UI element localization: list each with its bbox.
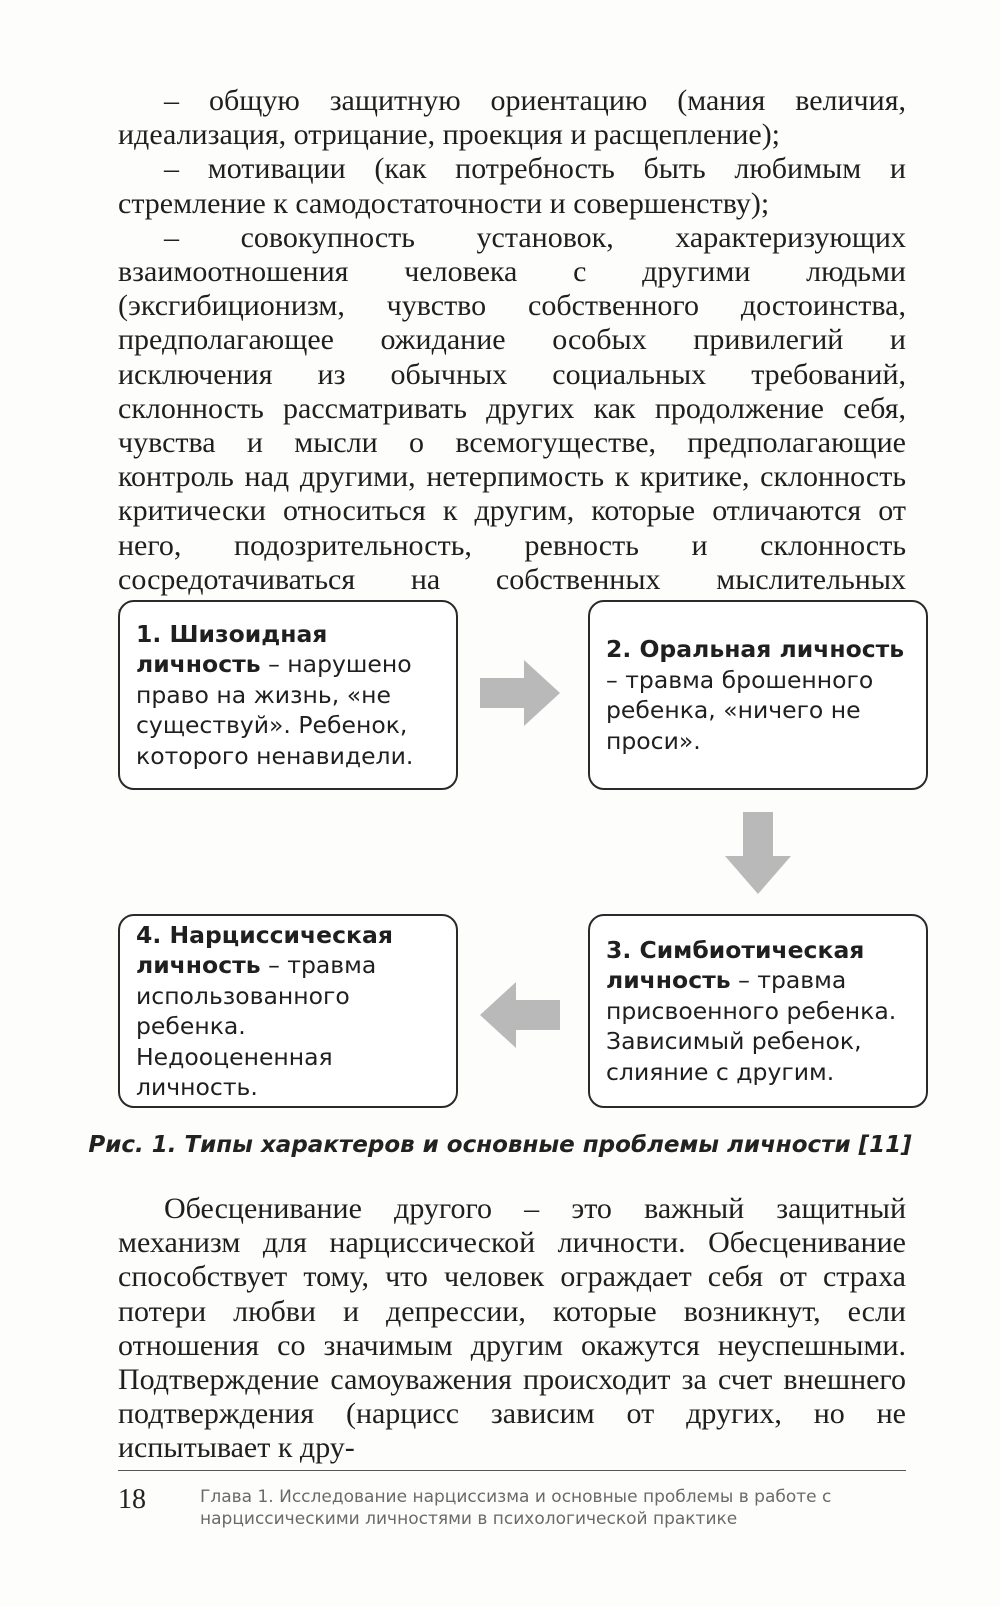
paragraph-motivations: – мотивации (как потребность быть любимым и стремление к самодостаточности и совершенству);	[118, 152, 906, 220]
body-text-bottom	[118, 1192, 906, 1466]
box-text: – травма брошенного ребенка, «ничего не проси».	[606, 665, 874, 755]
figure-caption: Рис. 1. Типы характеров и основные проблемы личности [11]	[88, 1132, 912, 1158]
diagram-box-symbiotic	[588, 914, 928, 1108]
box-text: – травма использованного ребенка. Недооцененная личность.	[136, 951, 377, 1101]
box-title: 1. Шизоидная личность	[136, 619, 328, 679]
diagram-box-schizoid	[118, 600, 458, 790]
page-number: 18	[118, 1484, 146, 1515]
box-text: – травма присвоенного ребенка. Зависимый ребенок, слияние с другим.	[606, 966, 897, 1086]
arrow-right-icon	[480, 660, 560, 726]
diagram-box-narcissistic	[118, 914, 458, 1108]
arrow-left-icon	[480, 982, 560, 1048]
box-title: 4. Нарциссическая личность	[136, 920, 393, 979]
paragraph-attitudes: – совокупность установок, характеризующих взаимоотношения человека с другими людьми (эксгибиционизм, чувство собственного достоинства, предполагающее ожидание особых привилегий и исключения из обычных социальных требований, склонность рассматривать других как продолжение себя, чувства и мысли о всемогуществе, предполагающие контроль над другими, нетерпимость к критике, склонность критически относиться к другим, которые отличаются от него, подозрительность, ревность и склонность сосредотачиваться на собственных мыслительных	[118, 220, 906, 596]
box-title: 3. Симбиотическая личность	[606, 935, 865, 995]
arrow-down-icon	[725, 812, 791, 894]
box-text: – нарушено право на жизнь, «не существуй». Ребенок, которого ненавидели.	[136, 650, 414, 770]
running-title: Глава 1. Исследование нарциссизма и основные проблемы в работе с нарциссическими личностями в психологической практике	[200, 1487, 832, 1529]
body-text-top	[118, 84, 906, 631]
footer-divider	[118, 1470, 906, 1471]
box-title: 2. Оральная личность	[606, 635, 905, 663]
paragraph-devaluation: Обесценивание другого – это важный защитный механизм для нарциссической личности. Обесценивание способствует тому, что человек ограждает себя от страха потери любви и депрессии, которые возникнут, если отношения со значимым другим окажутся неуспешными. Подтверждение самоуважения происходит за счет внешнего подтверждения (нарцисс зависим от других, но не испытывает к дру-	[118, 1192, 906, 1465]
paragraph-defense-orientation: – общую защитную ориентацию (мания величия, идеализация, отрицание, проекция и расщепление);	[118, 84, 906, 152]
diagram-box-oral	[588, 600, 928, 790]
